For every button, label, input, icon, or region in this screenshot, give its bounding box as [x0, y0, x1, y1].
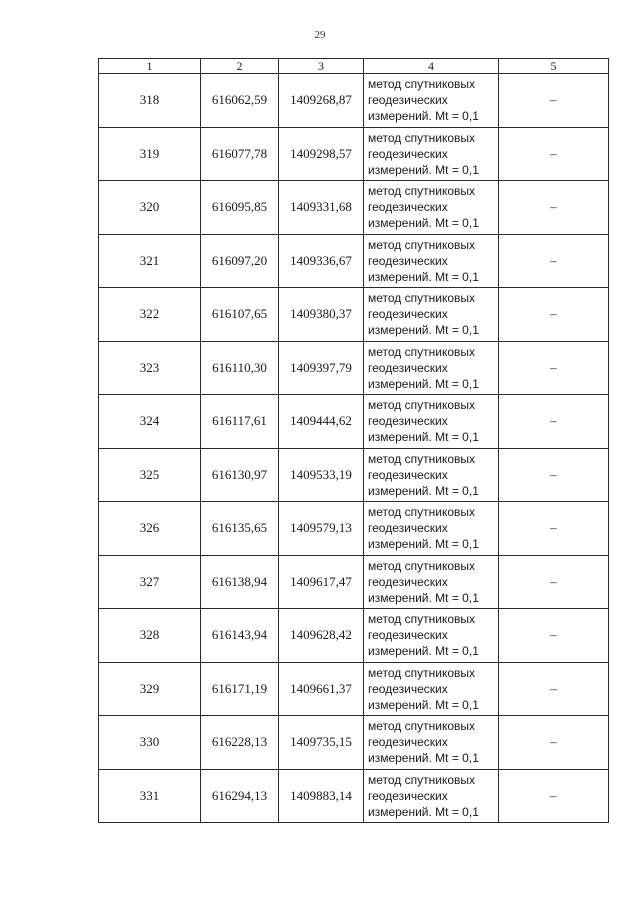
- method-line: геодезических: [368, 681, 448, 696]
- method-line: измерений. Mt = 0,1: [368, 751, 479, 766]
- method-line: геодезических: [368, 414, 448, 429]
- point-number-cell: 319: [99, 127, 201, 181]
- y-coordinate-cell: 1409579,13: [279, 502, 364, 556]
- table-row: [99, 181, 609, 235]
- method-cell: [364, 502, 499, 556]
- x-coordinate-cell: 616110,30: [201, 341, 279, 395]
- x-coordinate-cell: 616138,94: [201, 555, 279, 609]
- method-line: измерений. Mt = 0,1: [368, 216, 479, 231]
- method-line: измерений. Mt = 0,1: [368, 804, 479, 819]
- column-header-3: 3: [279, 59, 364, 74]
- table-row: [99, 769, 609, 823]
- y-coordinate-cell: 1409268,87: [279, 74, 364, 128]
- method-cell: [364, 74, 499, 128]
- table-row: [99, 395, 609, 449]
- note-cell: –: [499, 716, 609, 770]
- method-line: геодезических: [368, 93, 448, 108]
- column-header-5: 5: [499, 59, 609, 74]
- x-coordinate-cell: 616143,94: [201, 609, 279, 663]
- method-line: геодезических: [368, 735, 448, 750]
- x-coordinate-cell: 616135,65: [201, 502, 279, 556]
- point-number-cell: 328: [99, 609, 201, 663]
- method-line: метод спутниковых: [368, 665, 476, 680]
- method-cell: [364, 555, 499, 609]
- y-coordinate-cell: 1409533,19: [279, 448, 364, 502]
- point-number-cell: 323: [99, 341, 201, 395]
- x-coordinate-cell: 616228,13: [201, 716, 279, 770]
- y-coordinate-cell: 1409444,62: [279, 395, 364, 449]
- point-number-cell: 329: [99, 662, 201, 716]
- point-number-cell: 320: [99, 181, 201, 235]
- point-number-cell: 330: [99, 716, 201, 770]
- method-cell: [364, 181, 499, 235]
- page-number: 29: [314, 29, 326, 41]
- table-row: [99, 288, 609, 342]
- note-cell: –: [499, 395, 609, 449]
- table-row: [99, 609, 609, 663]
- y-coordinate-cell: 1409380,37: [279, 288, 364, 342]
- method-cell: [364, 341, 499, 395]
- point-number-cell: 325: [99, 448, 201, 502]
- method-cell: [364, 609, 499, 663]
- method-line: метод спутниковых: [368, 237, 476, 252]
- method-line: измерений. Mt = 0,1: [368, 483, 479, 498]
- table-row: [99, 448, 609, 502]
- table-row: [99, 127, 609, 181]
- method-line: метод спутниковых: [368, 344, 476, 359]
- y-coordinate-cell: 1409628,42: [279, 609, 364, 663]
- method-line: метод спутниковых: [368, 558, 476, 573]
- method-line: измерений. Mt = 0,1: [368, 323, 479, 338]
- table-row: [99, 341, 609, 395]
- table-row: [99, 555, 609, 609]
- table-row: [99, 716, 609, 770]
- note-cell: –: [499, 769, 609, 823]
- table-row: [99, 234, 609, 288]
- method-line: геодезических: [368, 574, 448, 589]
- method-line: геодезических: [368, 146, 448, 161]
- y-coordinate-cell: 1409883,14: [279, 769, 364, 823]
- table-row: [99, 662, 609, 716]
- method-line: измерений. Mt = 0,1: [368, 644, 479, 659]
- method-cell: [364, 448, 499, 502]
- method-line: метод спутниковых: [368, 719, 476, 734]
- y-coordinate-cell: 1409735,15: [279, 716, 364, 770]
- note-cell: –: [499, 127, 609, 181]
- method-line: метод спутниковых: [368, 184, 476, 199]
- x-coordinate-cell: 616077,78: [201, 127, 279, 181]
- note-cell: –: [499, 555, 609, 609]
- method-line: измерений. Mt = 0,1: [368, 697, 479, 712]
- method-line: измерений. Mt = 0,1: [368, 430, 479, 445]
- method-cell: [364, 716, 499, 770]
- method-line: метод спутниковых: [368, 612, 476, 627]
- point-number-cell: 327: [99, 555, 201, 609]
- method-line: геодезических: [368, 788, 448, 803]
- method-line: метод спутниковых: [368, 451, 476, 466]
- method-line: измерений. Mt = 0,1: [368, 162, 479, 177]
- note-cell: –: [499, 448, 609, 502]
- x-coordinate-cell: 616062,59: [201, 74, 279, 128]
- method-line: метод спутниковых: [368, 130, 476, 145]
- method-line: измерений. Mt = 0,1: [368, 269, 479, 284]
- method-line: метод спутниковых: [368, 772, 476, 787]
- note-cell: –: [499, 609, 609, 663]
- method-cell: [364, 769, 499, 823]
- y-coordinate-cell: 1409298,57: [279, 127, 364, 181]
- note-cell: –: [499, 74, 609, 128]
- method-line: геодезических: [368, 521, 448, 536]
- point-number-cell: 324: [99, 395, 201, 449]
- column-header-2: 2: [201, 59, 279, 74]
- method-cell: [364, 234, 499, 288]
- y-coordinate-cell: 1409331,68: [279, 181, 364, 235]
- method-cell: [364, 395, 499, 449]
- column-header-1: 1: [99, 59, 201, 74]
- method-line: геодезических: [368, 307, 448, 322]
- method-cell: [364, 288, 499, 342]
- x-coordinate-cell: 616130,97: [201, 448, 279, 502]
- method-line: метод спутниковых: [368, 291, 476, 306]
- note-cell: –: [499, 288, 609, 342]
- x-coordinate-cell: 616294,13: [201, 769, 279, 823]
- column-header-4: 4: [364, 59, 499, 74]
- table-row: [99, 74, 609, 128]
- point-number-cell: 321: [99, 234, 201, 288]
- method-line: метод спутниковых: [368, 505, 476, 520]
- method-line: геодезических: [368, 200, 448, 215]
- method-line: измерений. Mt = 0,1: [368, 376, 479, 391]
- point-number-cell: 326: [99, 502, 201, 556]
- note-cell: –: [499, 502, 609, 556]
- y-coordinate-cell: 1409397,79: [279, 341, 364, 395]
- coordinates-table: [98, 58, 609, 823]
- method-line: измерений. Mt = 0,1: [368, 590, 479, 605]
- x-coordinate-cell: 616117,61: [201, 395, 279, 449]
- method-cell: [364, 127, 499, 181]
- point-number-cell: 331: [99, 769, 201, 823]
- table-header-row: [99, 59, 609, 74]
- table-body: [99, 74, 609, 823]
- point-number-cell: 318: [99, 74, 201, 128]
- method-line: метод спутниковых: [368, 77, 476, 92]
- method-line: геодезических: [368, 360, 448, 375]
- y-coordinate-cell: 1409336,67: [279, 234, 364, 288]
- x-coordinate-cell: 616095,85: [201, 181, 279, 235]
- note-cell: –: [499, 234, 609, 288]
- method-line: геодезических: [368, 253, 448, 268]
- note-cell: –: [499, 662, 609, 716]
- method-cell: [364, 662, 499, 716]
- method-line: геодезических: [368, 467, 448, 482]
- x-coordinate-cell: 616171,19: [201, 662, 279, 716]
- table-row: [99, 502, 609, 556]
- note-cell: –: [499, 181, 609, 235]
- x-coordinate-cell: 616107,65: [201, 288, 279, 342]
- point-number-cell: 322: [99, 288, 201, 342]
- y-coordinate-cell: 1409617,47: [279, 555, 364, 609]
- method-line: измерений. Mt = 0,1: [368, 537, 479, 552]
- y-coordinate-cell: 1409661,37: [279, 662, 364, 716]
- method-line: измерений. Mt = 0,1: [368, 109, 479, 124]
- x-coordinate-cell: 616097,20: [201, 234, 279, 288]
- note-cell: –: [499, 341, 609, 395]
- method-line: геодезических: [368, 628, 448, 643]
- method-line: метод спутниковых: [368, 398, 476, 413]
